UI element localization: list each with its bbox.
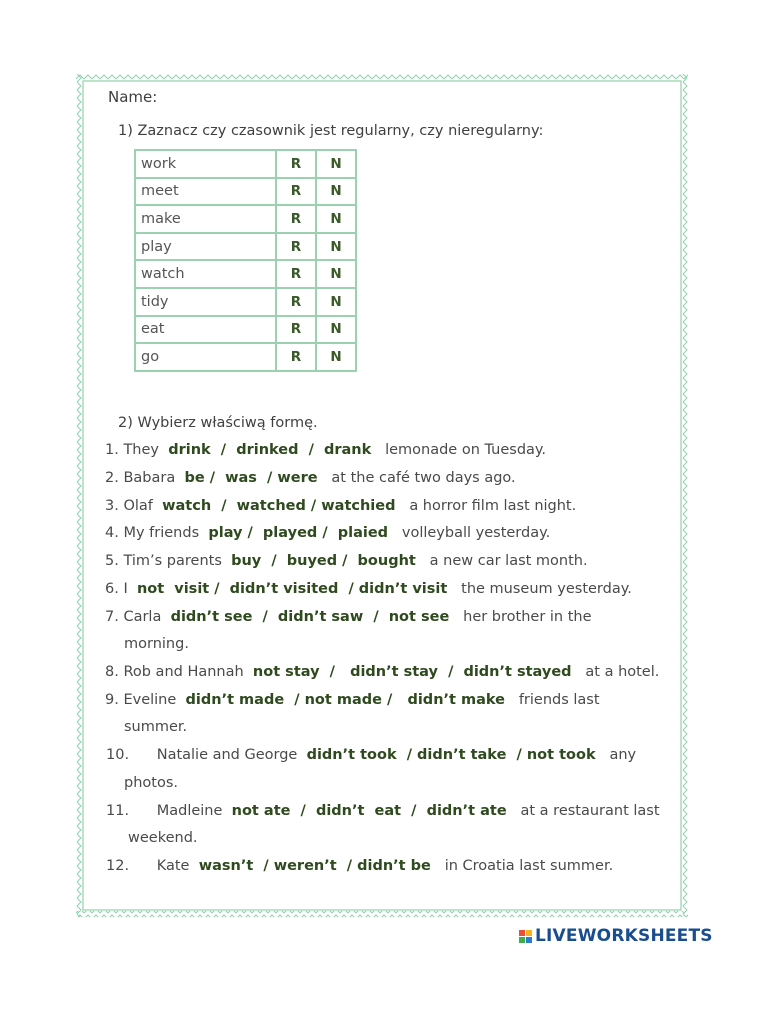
irregular-option[interactable]: N (330, 348, 342, 365)
exercise-item-continuation: morning. (124, 636, 189, 652)
irregular-option[interactable]: N (317, 317, 355, 345)
item-rest: any (609, 747, 637, 763)
exercise-item (105, 553, 588, 569)
verb-row (136, 261, 355, 289)
item-options[interactable]: buy / buyed / bought (231, 553, 416, 569)
exercise-item-continuation: summer. (124, 719, 188, 735)
verb-cell: eat (136, 317, 277, 345)
item-number: 9. (105, 692, 119, 708)
item-rest: the museum yesterday. (461, 581, 632, 597)
item-rest: her brother in the (463, 609, 592, 625)
item-subject: They (123, 442, 160, 458)
item-subject: Natalie and George (156, 747, 298, 763)
item-options[interactable]: wasn’t / weren’t / didn’t be (198, 858, 431, 874)
exercise-item (106, 747, 636, 763)
item-number: 6. (105, 581, 119, 597)
irregular-option[interactable]: N (317, 234, 355, 262)
item-rest: a new car last month. (429, 553, 588, 569)
item-number: 3. (105, 498, 119, 514)
irregular-option[interactable]: N (317, 261, 355, 289)
irregular-option[interactable]: N (317, 289, 355, 317)
item-options[interactable]: be / was / were (184, 470, 318, 486)
item-rest: in Croatia last summer. (444, 858, 614, 874)
verb-row (136, 344, 355, 370)
item-options[interactable]: not stay / didn’t stay / didn’t stayed (252, 664, 572, 680)
item-options[interactable]: didn’t made / not made / didn’t make (185, 692, 505, 708)
item-subject: Kate (156, 858, 190, 874)
logo-mark-icon (519, 930, 532, 943)
item-options[interactable]: not visit / didn’t visited / didn’t visit (136, 581, 448, 597)
item-number: 1. (105, 442, 119, 458)
name-label: Name: (108, 88, 158, 106)
exercise-item (105, 609, 592, 625)
item-rest: at the café two days ago. (331, 470, 516, 486)
section2-title: 2) Wybierz właściwą formę. (118, 415, 318, 431)
item-number: 11. (106, 803, 130, 819)
verb-cell: tidy (136, 289, 277, 317)
regular-option[interactable]: R (277, 317, 317, 345)
exercise-item (106, 803, 660, 819)
verb-cell: work (136, 151, 277, 179)
item-subject: Babara (123, 470, 176, 486)
item-options[interactable]: didn’t took / didn’t take / not took (306, 747, 596, 763)
regular-option[interactable]: R (277, 206, 317, 234)
item-rest: lemonade on Tuesday. (385, 442, 547, 458)
item-subject: Tim’s parents (123, 553, 222, 569)
item-subject: Madleine (156, 803, 223, 819)
liveworksheets-logo (519, 926, 713, 946)
item-number: 10. (106, 747, 130, 763)
irregular-option[interactable]: N (317, 206, 355, 234)
regular-option[interactable]: R (277, 289, 317, 317)
worksheet-page (76, 74, 688, 917)
verb-cell: make (136, 206, 277, 234)
irregular-option[interactable]: N (317, 179, 355, 207)
exercise-item-continuation: photos. (124, 775, 178, 791)
regular-option[interactable]: R (277, 234, 317, 262)
item-rest: at a hotel. (585, 664, 660, 680)
item-rest: a horror film last night. (409, 498, 577, 514)
exercise-item (105, 692, 600, 708)
item-subject: Eveline (123, 692, 177, 708)
item-number: 7. (105, 609, 119, 625)
item-number: 5. (105, 553, 119, 569)
exercise-item (106, 858, 613, 874)
item-options[interactable]: drink / drinked / drank (168, 442, 372, 458)
item-options[interactable]: didn’t see / didn’t saw / not see (170, 609, 450, 625)
item-subject: Carla (123, 609, 162, 625)
exercise-item (105, 664, 659, 680)
item-subject: Olaf (123, 498, 153, 514)
item-subject: I (123, 581, 128, 597)
item-rest: volleyball yesterday. (401, 525, 551, 541)
logo-text: LIVEWORKSHEETS (535, 926, 713, 946)
item-number: 12. (106, 858, 130, 874)
regular-option[interactable]: R (277, 261, 317, 289)
verb-row (136, 317, 355, 345)
item-subject: Rob and Hannah (123, 664, 244, 680)
exercise-item (105, 470, 516, 486)
item-options[interactable]: not ate / didn’t eat / didn’t ate (231, 803, 507, 819)
exercise-item-continuation: weekend. (128, 830, 198, 846)
exercise-item (105, 498, 576, 514)
verb-row (136, 289, 355, 317)
exercise-item (105, 581, 632, 597)
regular-option[interactable]: R (277, 151, 317, 179)
verb-cell: watch (136, 261, 277, 289)
item-options[interactable]: watch / watched / watchied (162, 498, 396, 514)
verb-cell: go (136, 344, 277, 370)
regular-option[interactable]: R (277, 344, 317, 370)
item-number: 8. (105, 664, 119, 680)
verb-row (136, 179, 355, 207)
exercise-item (105, 442, 546, 458)
verb-table (134, 149, 357, 372)
item-number: 4. (105, 525, 119, 541)
item-rest: at a restaurant last (520, 803, 660, 819)
verb-row (136, 234, 355, 262)
irregular-option[interactable]: N (317, 151, 355, 179)
verb-row (136, 151, 355, 179)
verb-row (136, 206, 355, 234)
item-subject: My friends (123, 525, 200, 541)
item-options[interactable]: play / played / plaied (208, 525, 389, 541)
regular-option[interactable]: R (277, 179, 317, 207)
verb-cell: play (136, 234, 277, 262)
item-rest: friends last (518, 692, 600, 708)
verb-cell: meet (136, 179, 277, 207)
exercise-item (105, 525, 550, 541)
section1-title: 1) Zaznacz czy czasownik jest regularny, czy nieregularny: (118, 123, 544, 139)
item-number: 2. (105, 470, 119, 486)
